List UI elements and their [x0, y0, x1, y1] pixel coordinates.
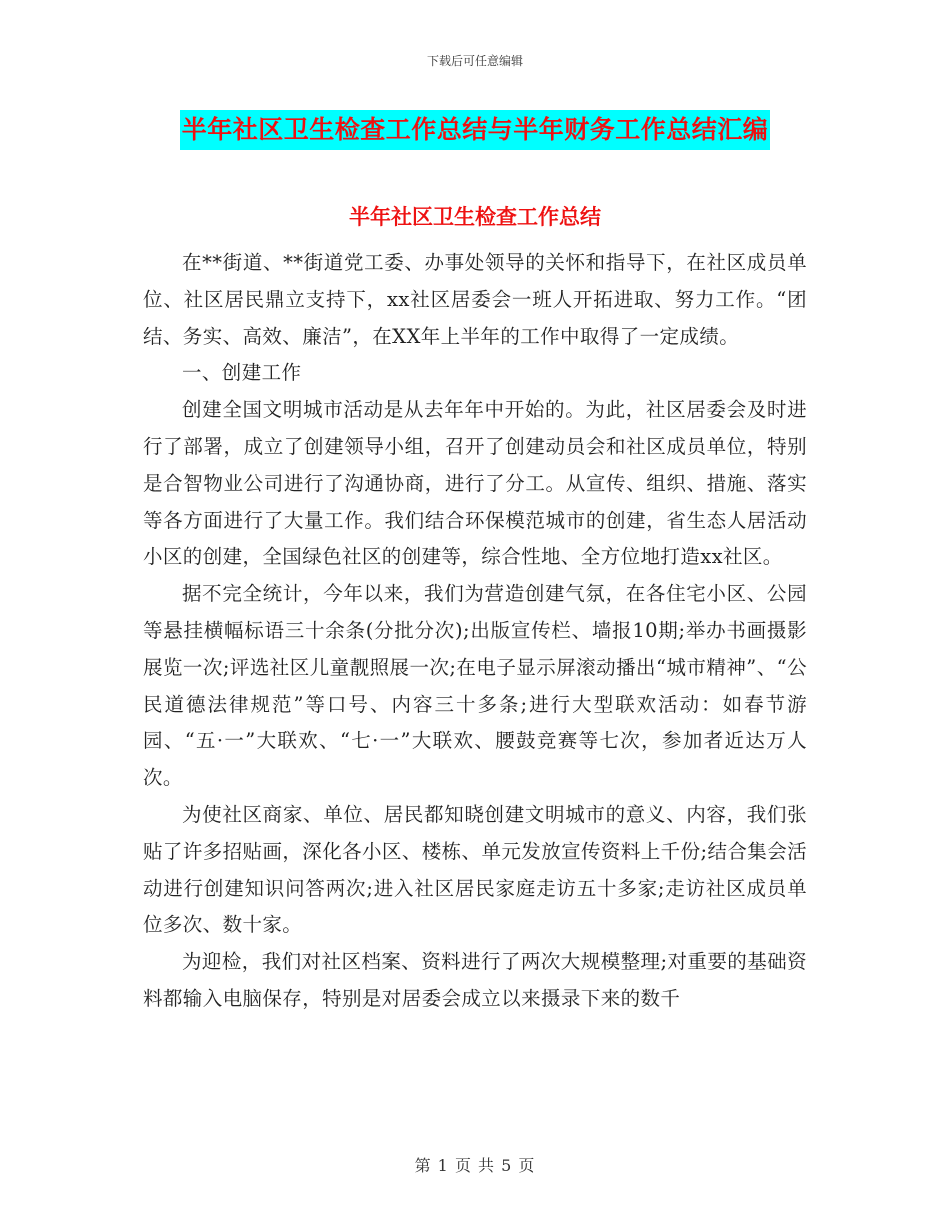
document-title-wrapper	[0, 110, 950, 150]
page-header-note: 下载后可任意编辑	[426, 54, 523, 68]
paragraph: 据不完全统计，今年以来，我们为营造创建气氛，在各住宅小区、公园等悬挂横幅标语三十余条(分批分次);出版宣传栏、墙报10期;举办书画摄影展览一次;评选社区儿童靓照展一次;在电子显示屏滚动播出“城市精神”、“公民道德法律规范”等口号、内容三十多条;进行大型联欢活动：如春节游园、“五·一”大联欢、“七·一”大联欢、腰鼓竞赛等七次，参加者近达万人次。	[143, 582, 807, 790]
subheading: 一、创建工作	[182, 361, 302, 385]
paragraph: 创建全国文明城市活动是从去年年中开始的。为此，社区居委会及时进行了部署，成立了创建领导小组，召开了创建动员会和社区成员单位，特别是合智物业公司进行了沟通协商，进行了分工。从宣传、组织、措施、落实等各方面进行了大量工作。我们结合环保模范城市的创建，省生态人居活动小区的创建，全国绿色社区的创建等，综合性地、全方位地打造xx社区。	[143, 398, 807, 569]
document-title: 半年社区卫生检查工作总结与半年财务工作总结汇编	[180, 110, 771, 150]
page-number: 第 1 页 共 5 页	[414, 1156, 536, 1175]
paragraph: 为迎检，我们对社区档案、资料进行了两次大规模整理;对重要的基础资料都输入电脑保存，特别是对居委会成立以来摄录下来的数千	[143, 950, 807, 1010]
document-body	[143, 245, 807, 1018]
paragraph: 在**街道、**街道党工委、办事处领导的关怀和指导下，在社区成员单位、社区居民鼎立支持下，xx社区居委会一班人开拓进取、努力工作。“团结、务实、高效、廉洁”，在XX年上半年的工作中取得了一定成绩。	[143, 251, 807, 348]
section-title: 半年社区卫生检查工作总结	[349, 204, 601, 229]
paragraph: 为使社区商家、单位、居民都知晓创建文明城市的意义、内容，我们张贴了许多招贴画，深化各小区、楼栋、单元发放宣传资料上千份;结合集会活动进行创建知识问答两次;进入社区居民家庭走访五十多家;走访社区成员单位多次、数十家。	[143, 802, 807, 937]
